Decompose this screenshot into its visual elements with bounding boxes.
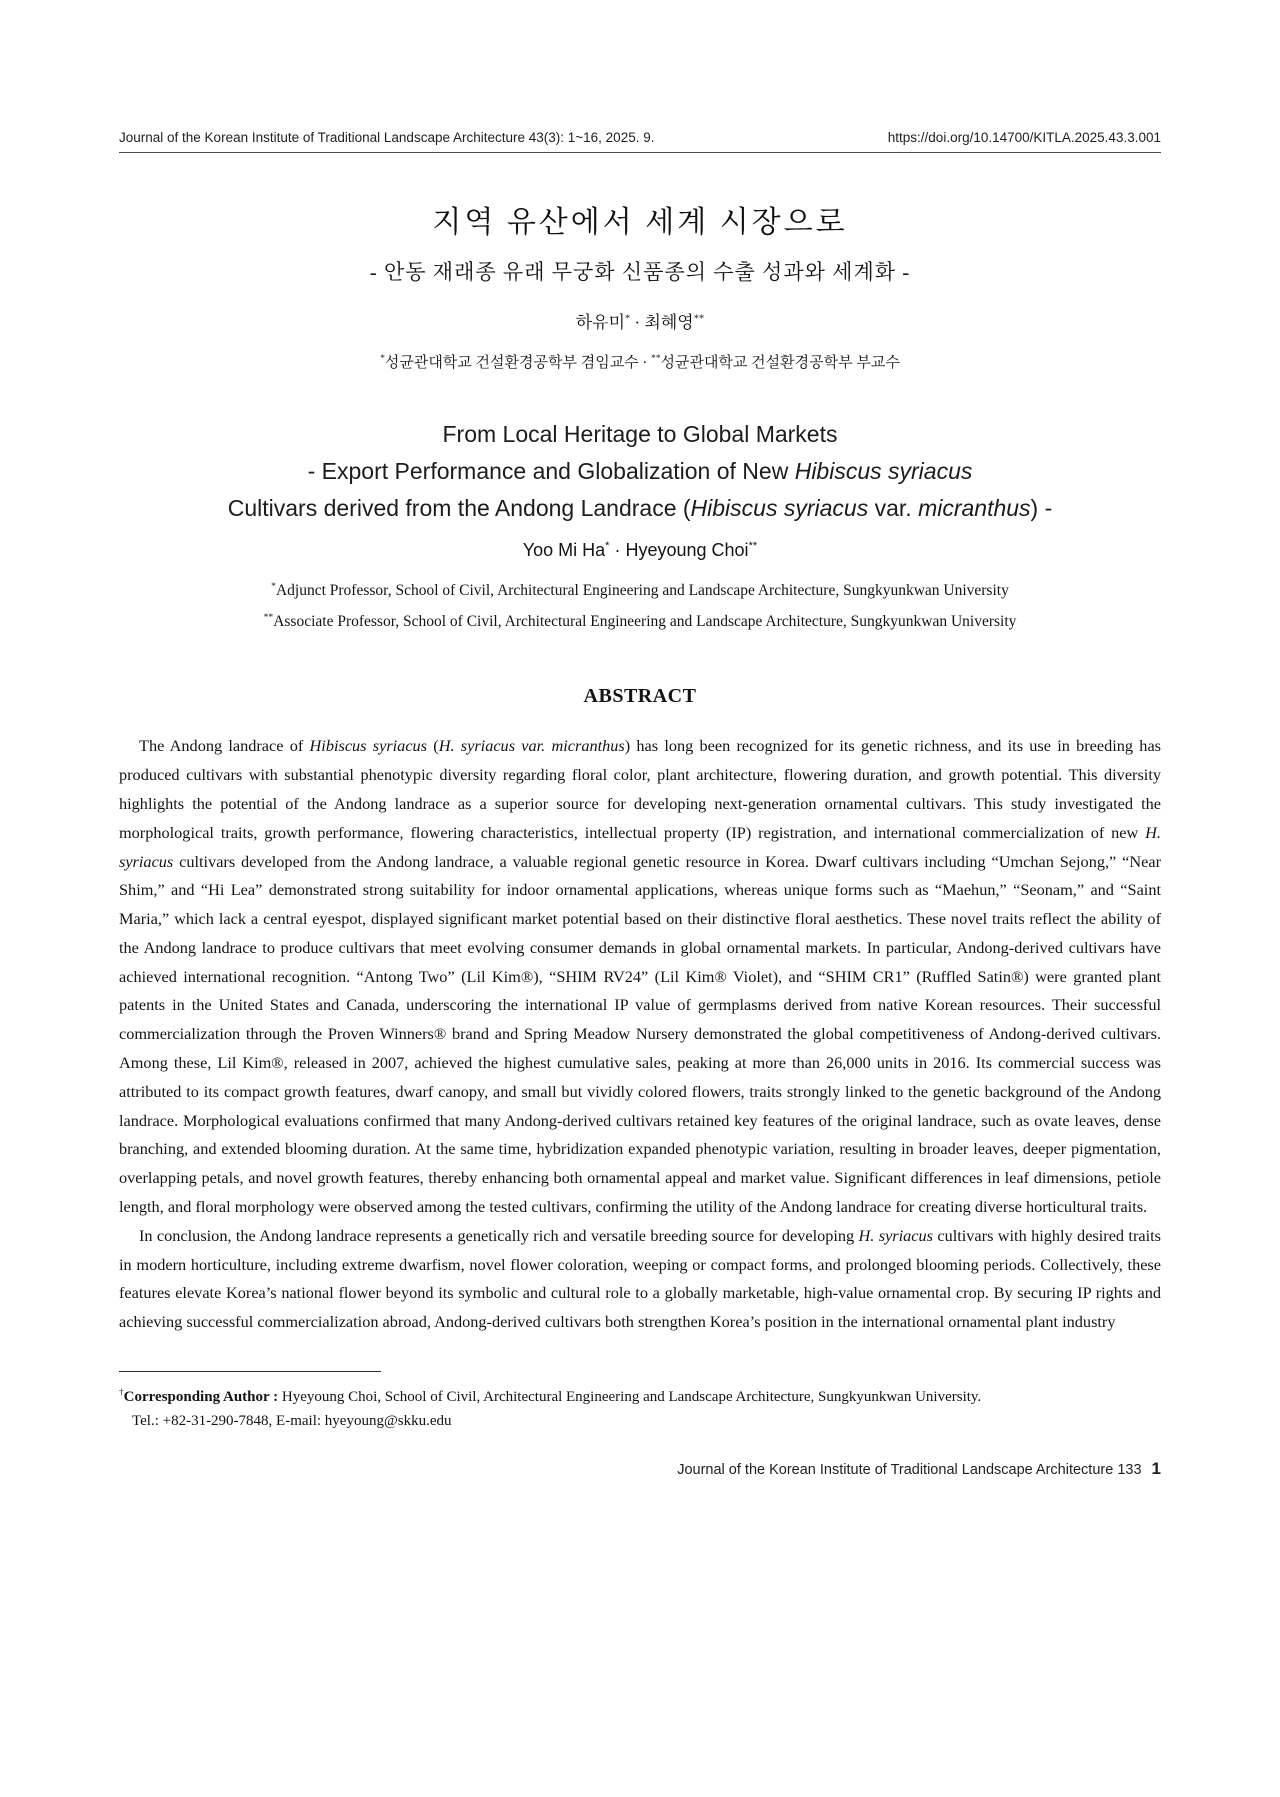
page-footer	[119, 1459, 1161, 1479]
english-affiliation-2: **Associate Professor, School of Civil, Architectural Engineering and Landscape Architecture, Sungkyunkwan University	[263, 612, 1017, 631]
abstract-heading: ABSTRACT	[583, 685, 697, 708]
english-title-line3: Cultivars derived from the Andong Landrace (Hibiscus syriacus var. micranthus) -	[227, 495, 1053, 521]
korean-subtitle: - 안동 재래종 유래 무궁화 신품종의 수출 성과와 세계화 -	[369, 260, 911, 284]
korean-title: 지역 유산에서 세계 시장으로	[432, 206, 848, 239]
doi-link[interactable]: https://doi.org/10.14700/KITLA.2025.43.3.001	[887, 130, 1161, 145]
footnote-line2[interactable]: Tel.: +82-31-290-7848, E-mail: hyeyoung@skku.edu	[132, 1413, 452, 1430]
footer-journal-name: Journal of the Korean Institute of Traditional Landscape Architecture 133	[677, 1462, 1142, 1479]
footnote-line1: †Corresponding Author : Hyeyoung Choi, School of Civil, Architectural Engineering and Landscape Architecture, Sungkyunkwan University.	[119, 1388, 982, 1406]
english-authors: Yoo Mi Ha* · Hyeyoung Choi**	[522, 540, 758, 560]
abstract-body	[119, 732, 1161, 1337]
footer-page-number: 1	[1151, 1459, 1161, 1479]
english-title	[119, 416, 1161, 527]
english-affiliations	[119, 573, 1161, 635]
english-affiliation-1: *Adjunct Professor, School of Civil, Architectural Engineering and Landscape Architecture, Sungkyunkwan University	[271, 581, 1009, 600]
abstract-paragraph-1: The Andong landrace of Hibiscus syriacus (H. syriacus var. micranthus) has long been recognized for its genetic richness, and its use in breeding has produced cultivars with substantial phenotypic diversity regarding floral color, plant architecture, flowering duration, and growth potential. This diversity highlights the potential of the Andong landrace as a superior source for developing next-generation ornamental cultivars. This study investigated the morphological traits, growth performance, flowering characteristics, intellectual property (IP) registration, and international commercialization of new H. syriacus cultivars developed from the Andong landrace, a valuable regional genetic resource in Korea. Dwarf cultivars including “Umchan Sejong,” “Near Shim,” and “Hi Lea” demonstrated strong suitability for indoor ornamental applications, whereas unique forms such as “Maehun,” “Seonam,” and “Saint Maria,” which lack a central eyespot, displayed significant market potential based on their distinctive floral aesthetics. These novel traits reflect the ability of the Andong landrace to produce cultivars that meet evolving consumer demands in global ornamental markets. In particular, Andong-derived cultivars have achieved international recognition. “Antong Two” (Lil Kim®), “SHIM RV24” (Lil Kim® Violet), and “SHIM CR1” (Ruffled Satin®) were granted plant patents in the United States and Canada, underscoring the international IP value of germplasms derived from native Korean resources. Their successful commercialization through the Proven Winners® brand and Spring Meadow Nursery demonstrated the global competitiveness of Andong-derived cultivars. Among these, Lil Kim®, released in 2007, achieved the highest cumulative sales, peaking at more than 26,000 units in 2016. Its commercial success was attributed to its compact growth features, dwarf canopy, and small but vividly colored flowers, traits strongly linked to the genetic background of the Andong landrace. Morphological evaluations confirmed that many Andong-derived cultivars retained key features of the original landrace, such as ovate leaves, dense branching, and extended blooming duration. At the same time, hybridization expanded phenotypic variation, resulting in broader leaves, deeper pigmentation, overlapping petals, and novel growth features, thereby enhancing both ornamental appeal and market value. Significant differences in leaf dimensions, petiole length, and floral morphology were observed among the tested cultivars, confirming the utility of the Andong landrace for creating diverse horticultural traits.	[119, 736, 1162, 1217]
korean-authors: 하유미* · 최혜영**	[575, 313, 705, 332]
paper-page	[119, 0, 1161, 1479]
abstract-paragraph-2: In conclusion, the Andong landrace represents a genetically rich and versatile breeding source for developing H. syriacus cultivars with highly desired traits in modern horticulture, including extreme dwarfism, novel flower coloration, weeping or compact forms, and prolonged blooming periods. Collectively, these features elevate Korea’s national flower beyond its symbolic and cultural role to a globally marketable, high-value ornamental crop. By securing IP rights and achieving successful commercialization abroad, Andong-derived cultivars both strengthen Korea’s position in the international ornamental plant industry	[119, 1225, 1161, 1332]
english-title-line2: - Export Performance and Globalization of New Hibiscus syriacus	[307, 458, 973, 484]
corresponding-author-footnote	[119, 1371, 1161, 1433]
journal-header	[119, 130, 1161, 153]
korean-affiliation: *성균관대학교 건설환경공학부 겸임교수 · **성균관대학교 건설환경공학부 부교수	[380, 354, 900, 371]
english-title-line1: From Local Heritage to Global Markets	[442, 421, 838, 447]
journal-citation: Journal of the Korean Institute of Traditional Landscape Architecture 43(3): 1~16, 2025. 9.	[119, 130, 655, 145]
footnote-divider	[119, 1371, 381, 1372]
